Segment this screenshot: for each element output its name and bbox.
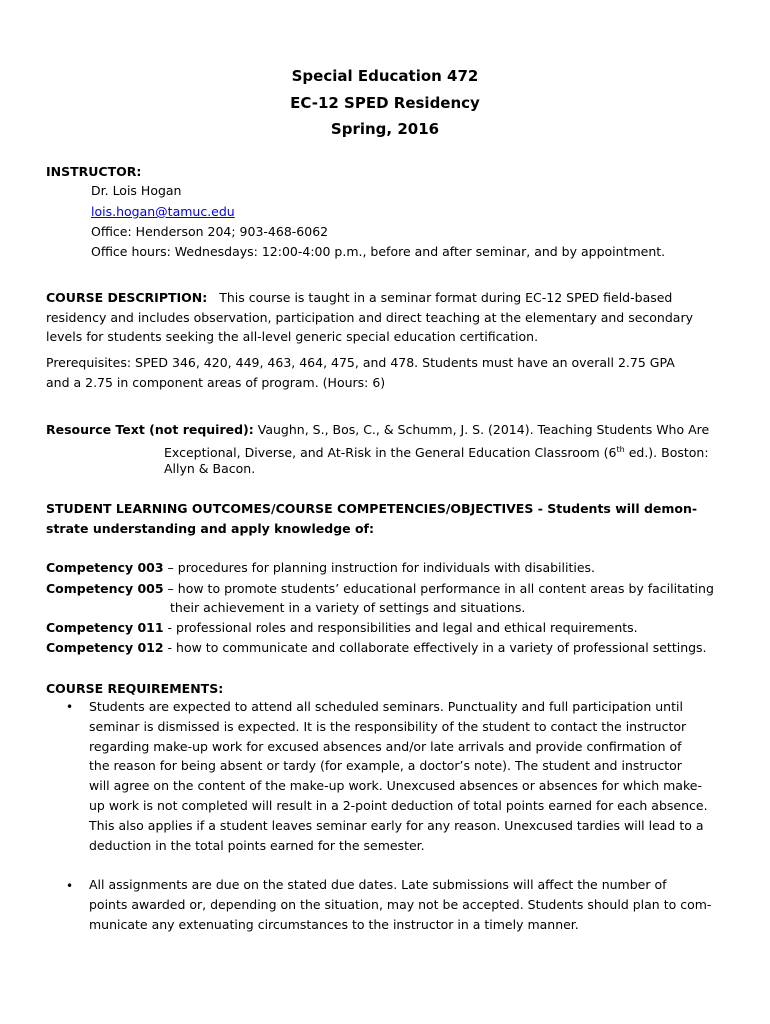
requirement-line: will agree on the content of the make-up work. Unexcused absences or absences for which make- [89, 778, 702, 793]
resource-text [46, 421, 709, 438]
competency-item [46, 559, 595, 576]
competency-label: Competency 012 [46, 640, 164, 655]
requirement-line: Students are expected to attend all scheduled seminars. Punctuality and full participation until [89, 699, 683, 714]
requirements-heading: COURSE REQUIREMENTS: [46, 681, 224, 696]
description-line: residency and includes observation, participation and direct teaching at the elementary and secondary [46, 310, 693, 325]
competency-text-cont: their achievement in a variety of settings and situations. [170, 600, 526, 615]
bullet-icon: • [66, 700, 74, 714]
resource-citation-cont [164, 441, 709, 461]
prerequisites: Prerequisites: SPED 346, 420, 449, 463, 464, 475, and 478. Students must have an overall 2.75 GPA [46, 355, 675, 370]
competency-item [46, 639, 707, 656]
competency-item [46, 580, 714, 597]
requirement-line: This also applies if a student leaves seminar early for any reason. Unexcused tardies will lead to a [89, 818, 704, 833]
competency-text: - how to communicate and collaborate effectively in a variety of professional settings. [163, 640, 707, 655]
resource-citation: Vaughn, S., Bos, C., & Schumm, J. S. (2014). Teaching Students Who Are [257, 422, 710, 437]
requirement-line: deduction in the total points earned for the semester. [89, 838, 425, 853]
competency-text: - professional roles and responsibilities and legal and ethical requirements. [163, 620, 638, 635]
requirement-line: regarding make-up work for excused absences and/or late arrivals and provide confirmation of [89, 739, 682, 754]
outcomes-heading-cont: strate understanding and apply knowledge of: [46, 521, 374, 536]
instructor-name: Dr. Lois Hogan [91, 183, 182, 198]
instructor-email-link[interactable]: lois.hogan@tamuc.edu [91, 204, 235, 219]
course-description [46, 289, 672, 306]
instructor-office: Office: Henderson 204; 903-468-6062 [91, 224, 329, 239]
outcomes-heading: STUDENT LEARNING OUTCOMES/COURSE COMPETENCIES/OBJECTIVES - Students will demon- [46, 501, 698, 516]
resource-label: Resource Text (not required): [46, 422, 254, 437]
course-term: Spring, 2016 [330, 120, 440, 138]
requirement-line: up work is not completed will result in a 2-point deduction of total points earned for each absence. [89, 798, 708, 813]
description-heading: COURSE DESCRIPTION: [46, 290, 208, 305]
instructor-hours: Office hours: Wednesdays: 12:00-4:00 p.m., before and after seminar, and by appointment. [91, 244, 666, 259]
competency-text: – how to promote students’ educational performance in all content areas by facilitating [163, 581, 714, 596]
requirement-line: the reason for being absent or tardy (for example, a doctor’s note). The student and instructor [89, 758, 682, 773]
description-line: levels for students seeking the all-level generic special education certification. [46, 329, 539, 344]
course-subtitle: EC-12 SPED Residency [290, 94, 480, 112]
description-text: This course is taught in a seminar format during EC-12 SPED field-based [219, 290, 673, 305]
citation-part: Exceptional, Diverse, and At-Risk in the General Education Classroom (6 [164, 445, 617, 461]
competency-label: Competency 011 [46, 620, 164, 635]
competency-label: Competency 003 [46, 560, 164, 575]
competency-item [46, 619, 638, 636]
requirement-line: seminar is dismissed is expected. It is the responsibility of the student to contact the instructor [89, 719, 687, 734]
competency-text: – procedures for planning instruction for individuals with disabilities. [163, 560, 596, 575]
prerequisites-cont: and a 2.75 in component areas of program. (Hours: 6) [46, 375, 386, 390]
instructor-heading: INSTRUCTOR: [46, 164, 142, 179]
bullet-icon: • [66, 879, 74, 893]
requirement-line: municate any extenuating circumstances to the instructor in a timely manner. [89, 917, 579, 932]
course-title: Special Education 472 [291, 67, 479, 85]
resource-publisher: Allyn & Bacon. [164, 461, 256, 476]
competency-label: Competency 005 [46, 581, 164, 596]
requirement-line: points awarded or, depending on the situation, may not be accepted. Students should plan to com- [89, 897, 712, 912]
citation-superscript: th [616, 445, 625, 454]
requirement-line: All assignments are due on the stated due dates. Late submissions will affect the number of [89, 877, 667, 892]
citation-part: ed.). Boston: [624, 445, 709, 461]
